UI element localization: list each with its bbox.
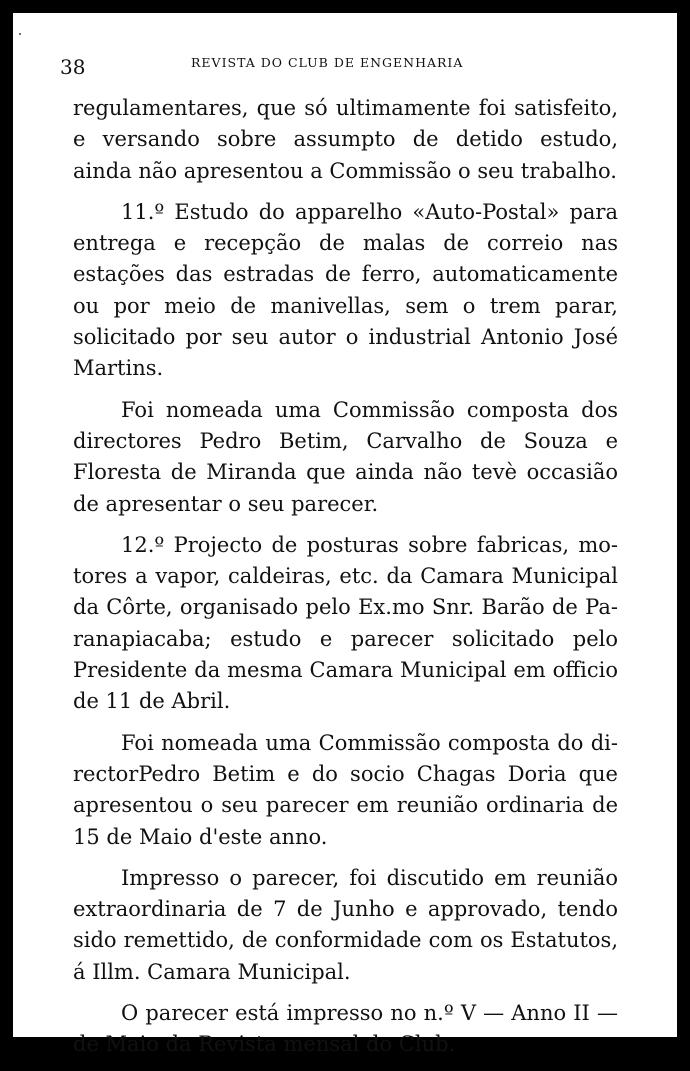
paragraph-commission-2: Foi nomeada uma Commissão composta do directorPedro Betim e do socio Chagas Doria que apresentou o seu parecer em reunião ordinaria de 15 de Maio d'este anno. xyxy=(73,730,618,849)
book-page xyxy=(13,13,677,1057)
running-title: REVISTA DO CLUB DE ENGENHARIA xyxy=(191,55,464,70)
paragraph-printed-opinion: Impresso o parecer, foi discutido em reunião extraordinaria de 7 de Junho e approvado, tendo sido remettido, de conformidade com os Estatutos, á Illm. Camara Municipal. xyxy=(73,865,618,984)
paragraph-item-12: 12.º Projecto de posturas sobre fabricas, motores a vapor, caldeiras, etc. da Camara Municipal da Côrte, organisado pelo Ex.mo Snr. Barão de Paranapiacaba; estudo e parecer solicitado pelo Presidente da mesma Camara Municipal em officio de 11 de Abril. xyxy=(73,532,618,714)
paragraph-continuation: regulamentares, que só ultimamente foi satisfeito, e versando sobre assumpto de detido estudo, ainda não apresentou a Commissão o seu trabalho. xyxy=(73,96,618,183)
body-text xyxy=(73,93,618,1071)
paragraph-commission-1: Foi nomeada uma Commissão composta dos directores Pedro Betim, Carvalho de Souza e Floresta de Miranda que ainda não tevè occasião de apresentar o seu parecer. xyxy=(73,397,618,516)
page-header xyxy=(13,13,677,103)
paragraph-item-11: 11.º Estudo do apparelho «Auto-Postal» para entrega e recepção de malas de correio nas estações das estradas de ferro, automaticamente ou por meio de manivellas, sem o trem parar, solicitado por seu autor o industrial Antonio José Martins. xyxy=(73,199,618,381)
paragraph-publication-note: O parecer está impresso no n.º V — Anno II — de Maio da Revista mensal do Club. xyxy=(73,1001,618,1057)
page-number: 38 xyxy=(60,55,86,79)
